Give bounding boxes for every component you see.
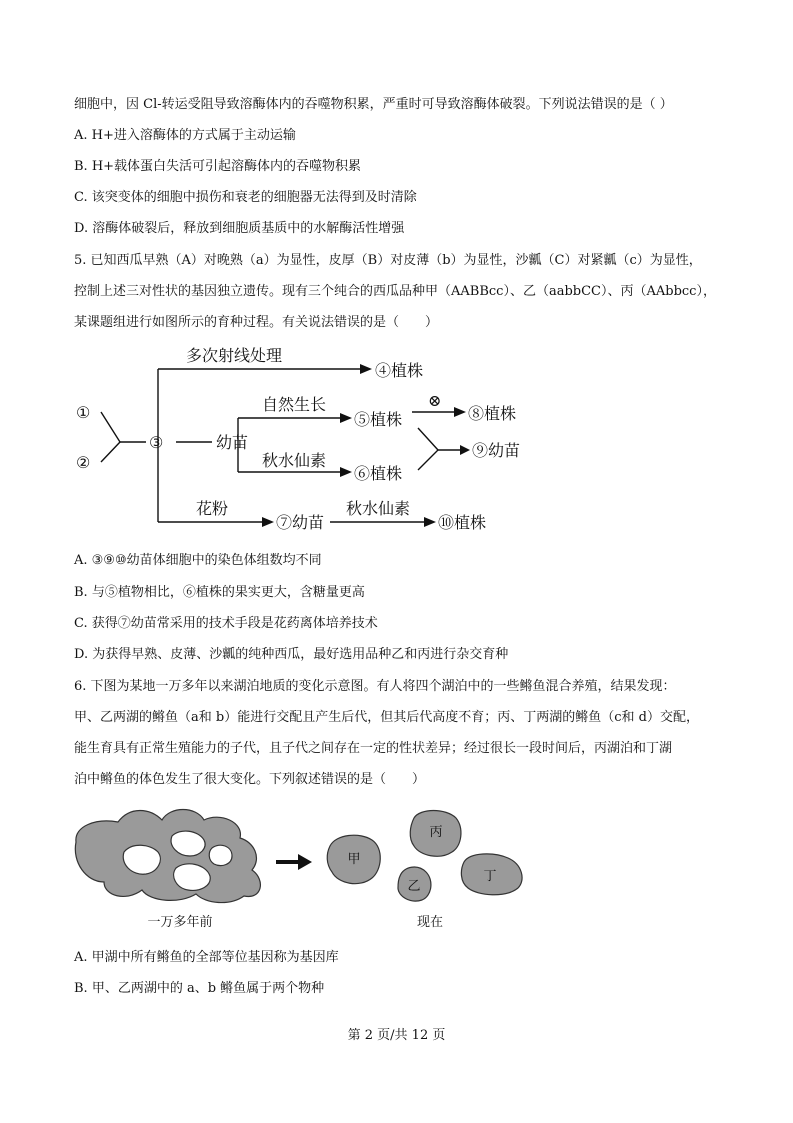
lake-bing-label: 丙 <box>429 825 443 840</box>
plant-6: ⑥植株 <box>354 464 403 483</box>
plant-4: ④植株 <box>375 361 424 380</box>
lake-yi-label: 乙 <box>407 879 421 894</box>
q4-option-b: B. H+载体蛋白失活可引起溶酶体内的吞噬物积累 <box>74 159 362 174</box>
ancient-lake <box>75 810 260 903</box>
natural-growth-label: 自然生长 <box>262 395 327 414</box>
lake-ding-label: 丁 <box>483 869 497 884</box>
plant-10: ⑩植株 <box>438 513 487 532</box>
q5-stem-line-1: 5. 已知西瓜早熟（A）对晚熟（a）为显性，皮厚（B）对皮薄（b）为显性，沙瓤（C）对紧瓤（c）为显性， <box>74 253 702 268</box>
q5-option-d: D. 为获得早熟、皮薄、沙瓤的纯种西瓜，最好选用品种乙和丙进行杂交育种 <box>74 647 509 662</box>
caption-past: 一万多年前 <box>147 915 213 930</box>
pollen-label: 花粉 <box>196 499 229 518</box>
q6-stem-line-4: 泊中鳉鱼的体色发生了很大变化。下列叙述错误的是（ ） <box>74 772 426 787</box>
plant-8: ⑧植株 <box>468 404 517 423</box>
page-footer: 第 2 页/共 12 页 <box>347 1028 446 1043</box>
node-2: ② <box>76 453 91 472</box>
radiation-label: 多次射线处理 <box>186 346 283 365</box>
q4-option-d: D. 溶酶体破裂后，释放到细胞质基质中的水解酶活性增强 <box>74 221 405 236</box>
q4-option-c: C. 该突变体的细胞中损伤和衰老的细胞器无法得到及时清除 <box>74 190 417 205</box>
q5-stem-line-3: 某课题组进行如图所示的育种过程。有关说法错误的是（ ） <box>74 315 439 330</box>
colchicine-label-1: 秋水仙素 <box>262 451 327 470</box>
lake-figure <box>0 800 793 935</box>
seedling-9: ⑨幼苗 <box>472 441 521 460</box>
q6-stem-line-1: 6. 下图为某地一万多年以来湖泊地质的变化示意图。有人将四个湖泊中的一些鳉鱼混合养殖，结果发现： <box>74 679 676 694</box>
q5-stem-line-2: 控制上述三对性状的基因独立遗传。现有三个纯合的西瓜品种甲（AABBcc）、乙（aabbCC）、丙（AAbbcc）， <box>74 284 716 299</box>
breeding-diagram <box>0 340 793 545</box>
seedling-label: 幼苗 <box>216 433 249 452</box>
q6-option-b: B. 甲、乙两湖中的 a、b 鳉鱼属于两个物种 <box>74 981 325 996</box>
plant-5: ⑤植株 <box>354 410 403 429</box>
q6-stem-line-3: 能生育具有正常生殖能力的子代，且子代之间存在一定的性状差异；经过很长一段时间后，丙湖泊和丁湖 <box>74 741 673 756</box>
q5-option-c: C. 获得⑦幼苗常采用的技术手段是花药离体培养技术 <box>74 616 378 631</box>
seedling-7: ⑦幼苗 <box>276 513 325 532</box>
selfing-symbol: ⊗ <box>428 391 442 410</box>
q4-stem: 细胞中，因 Cl-转运受阻导致溶酶体内的吞噬物积累，严重时可导致溶酶体破裂。下列说法错误的是（ ） <box>74 97 673 112</box>
lake-jia-label: 甲 <box>347 852 361 867</box>
q6-stem-line-2: 甲、乙两湖的鳉鱼（a和 b）能进行交配且产生后代，但其后代高度不育；丙、丁两湖的鳉鱼（c和 d）交配， <box>74 710 699 725</box>
q5-option-a: A. ③⑨⑩幼苗体细胞中的染色体组数均不同 <box>74 553 322 568</box>
node-1: ① <box>76 403 91 422</box>
node-3: ③ <box>149 433 164 452</box>
colchicine-label-2: 秋水仙素 <box>346 499 411 518</box>
q4-option-a: A. H+进入溶酶体的方式属于主动运输 <box>74 128 296 143</box>
caption-present: 现在 <box>416 915 444 930</box>
q6-option-a: A. 甲湖中所有鳉鱼的全部等位基因称为基因库 <box>74 950 339 965</box>
q5-option-b: B. 与⑤植物相比，⑥植株的果实更大，含糖量更高 <box>74 585 365 600</box>
